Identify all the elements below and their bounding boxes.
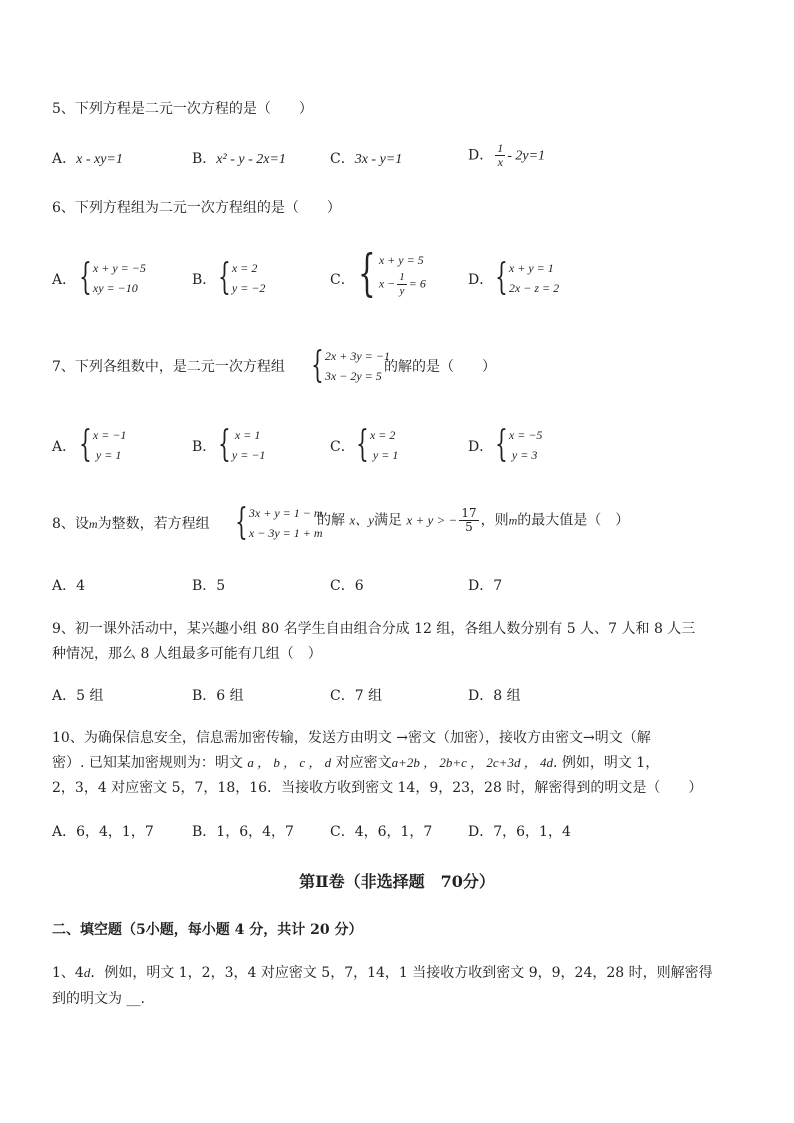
q10-option-a: A．6，4，1，7 <box>52 824 154 840</box>
q8-system <box>230 503 323 543</box>
q8-stem-rest: 的解 x、y满足 x + y > − $\frac{17}{5}$ ，则m的最大值是（ ） <box>317 506 630 534</box>
q7-a-line1: x = −1 <box>92 428 127 442</box>
q8-option-c: C．6 <box>330 578 364 594</box>
q6-a-label: A． <box>52 272 77 288</box>
q8-fraction: $\frac{17}{5}$ <box>461 506 477 534</box>
q7-option-c <box>351 425 398 465</box>
q7-system <box>306 346 390 386</box>
q7-b-line2: y = −1 <box>231 448 266 462</box>
q8-sys-line2: x − 3y = 1 + m <box>248 526 323 540</box>
brace-icon: { <box>311 345 324 386</box>
q6-option-c <box>351 244 426 302</box>
q7-c-line1: x = 2 <box>369 428 396 442</box>
q6-b-line1: x = 2 <box>231 261 258 275</box>
q5-b-label: B． <box>192 151 217 167</box>
q10-line1: 10、为确保信息安全，信息需加密传输，发送方由明文 →密文（加密），接收方由密文→明文（解 <box>52 730 651 746</box>
q7-option-b <box>213 425 265 465</box>
q7-sys-line1: 2x + 3y = −1 <box>324 349 390 363</box>
q6-stem: 6、下列方程组为二元一次方程组的是（ ） <box>52 200 341 216</box>
q6-c-line2: x − $\frac{1}{y}$ = 6 <box>378 270 426 297</box>
q10-line2: 密）. 已知某加密规则为：明文 a ， b ， c ， d 对应密文a+2b ， 2b+c ， 2c+3d ， 4d. 例如，明文 1， <box>52 755 660 771</box>
q5-d-label: D． <box>468 147 494 164</box>
brace-icon: { <box>356 424 369 465</box>
q5-option-d <box>468 142 545 169</box>
q10-option-b: B．1，6，4，7 <box>192 824 294 840</box>
q6-a-line2: xy = −10 <box>92 281 138 295</box>
q8-sys-line1: 3x + y = 1 − m <box>248 506 323 520</box>
q6-option-d <box>490 258 559 298</box>
q9-line1: 9、初一课外活动中，某兴趣小组 80 名学生自由组合分成 12 组，各组人数分别有 5 人、7 人和 8 人三 <box>52 621 696 637</box>
q7-c-label: C． <box>330 439 355 455</box>
section-heading: 二、填空题（5小题，每小题 4 分，共计 20 分） <box>52 922 363 938</box>
q5-option-c <box>330 149 402 170</box>
brace-icon: { <box>358 244 376 302</box>
part2-title: 第Ⅱ卷（非选择题 70分） <box>299 872 495 891</box>
q7-stem-a: 7、下列各组数中，是二元一次方程组 <box>52 359 285 375</box>
q5-option-a <box>52 149 123 170</box>
q7-b-line1: x = 1 <box>234 428 261 442</box>
brace-icon: { <box>218 257 231 298</box>
q10-line3: 2，3，4 对应密文 5，7，18，16．当接收方收到密文 14，9，23，28 时，解密得到的明文是（ ） <box>52 780 703 796</box>
q5-d-rest: - 2y=1 <box>507 148 546 164</box>
q5-stem: 5、下列方程是二元一次方程的是（ ） <box>52 101 313 117</box>
q6-b-label: B． <box>192 272 217 288</box>
q5-b-text: x² - y - 2x=1 <box>216 152 286 167</box>
q8-option-d: D．7 <box>468 578 503 594</box>
fill1-line2: 到的明文为 __. <box>52 991 145 1007</box>
q7-option-d <box>490 425 542 465</box>
q6-option-b <box>213 258 265 298</box>
q7-sys-line2: 3x − 2y = 5 <box>324 369 382 383</box>
q5-a-text: x - xy=1 <box>76 152 123 167</box>
brace-icon: { <box>79 257 92 298</box>
q6-d-label: D． <box>468 272 494 288</box>
brace-icon: { <box>218 424 231 465</box>
q5-c-text: 3x - y=1 <box>354 152 403 167</box>
q9-option-a: A．5 组 <box>52 688 104 704</box>
q7-d-label: D． <box>468 439 494 455</box>
q8-option-b: B．5 <box>192 578 226 594</box>
q8-stem: 8、设m为整数，若方程组 <box>52 516 210 532</box>
q7-a-line2: y = 1 <box>95 448 122 462</box>
q10-option-d: D．7，6，1，4 <box>468 824 571 840</box>
q8-option-a: A．4 <box>52 578 86 594</box>
q9-option-b: B．6 组 <box>192 688 244 704</box>
q9-line2: 种情况，那么 8 人组最多可能有几组（ ） <box>52 646 322 662</box>
q6-b-line2: y = −2 <box>231 281 266 295</box>
q9-option-c: C．7 组 <box>330 688 383 704</box>
q6-c-label: C． <box>330 272 355 288</box>
brace-icon: { <box>495 257 508 298</box>
q6-c-line1: x + y = 5 <box>378 252 424 267</box>
q7-d-line1: x = −5 <box>508 428 543 442</box>
q7-d-line2: y = 3 <box>511 448 538 462</box>
q5-d-fraction <box>495 142 505 169</box>
q5-option-b <box>192 149 286 170</box>
q6-a-line1: x + y = −5 <box>92 261 146 275</box>
q7-stem-b: 的解的是（ ） <box>384 359 496 375</box>
q7-option-a <box>74 425 126 465</box>
q7-b-label: B． <box>192 439 217 455</box>
q6-d-line2: 2x − z = 2 <box>508 281 560 295</box>
q9-option-d: D．8 组 <box>468 688 521 704</box>
brace-icon: { <box>79 424 92 465</box>
q6-d-line1: x + y = 1 <box>508 261 554 275</box>
q7-a-label: A． <box>52 439 77 455</box>
q5-c-label: C． <box>330 151 355 167</box>
q6-option-a <box>74 258 146 298</box>
q7-c-line2: y = 1 <box>372 448 399 462</box>
brace-icon: { <box>495 424 508 465</box>
q5-a-label: A． <box>52 151 77 167</box>
q5-d-den: x <box>497 155 503 169</box>
q5-d-num: 1 <box>497 141 504 155</box>
fill1-line1: 1、4d．例如，明文 1，2，3，4 对应密文 5，7，14，1 当接收方收到密文 9，9，24，28 时，则解密得 <box>52 965 713 981</box>
q10-option-c: C．4，6，1，7 <box>330 824 433 840</box>
brace-icon: { <box>235 502 248 543</box>
